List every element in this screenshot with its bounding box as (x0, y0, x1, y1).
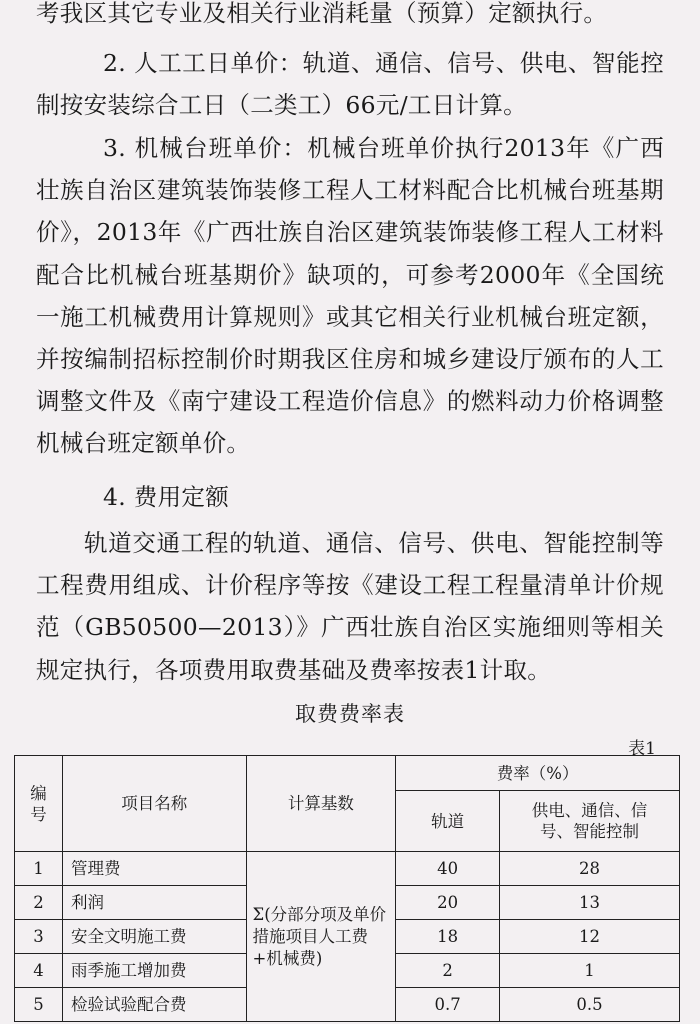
table-title: 取费费率表 (295, 702, 405, 726)
table-number: 表1 (628, 739, 656, 759)
row-power-rate: 0.5 (500, 988, 680, 1022)
row-no: 5 (15, 988, 63, 1022)
header-power-label: 供电、通信、信号、智能控制 (531, 801, 648, 841)
header-no (15, 756, 63, 852)
row-rail-rate: 18 (396, 920, 500, 954)
row-power-rate: 28 (500, 852, 680, 886)
row-rail-rate: 0.7 (396, 988, 500, 1022)
header-no-label: 编号 (30, 783, 47, 824)
paragraph-labor-price: 2. 人工工日单价：轨道、通信、信号、供电、智能控制按安装综合工日（二类工）66元/工日计算。 (36, 49, 664, 120)
row-rail-rate: 2 (396, 954, 500, 988)
fee-rate-table (14, 755, 680, 1022)
header-name: 项目名称 (62, 756, 246, 852)
row-power-rate: 1 (500, 954, 680, 988)
row-name: 检验试验配合费 (62, 988, 246, 1022)
row-name: 利润 (62, 886, 246, 920)
header-power (500, 791, 680, 852)
row-basis: Σ(分部分项及单价措施项目人工费+机械费) (246, 852, 396, 1022)
row-rail-rate: 20 (396, 886, 500, 920)
row-power-rate: 12 (500, 920, 680, 954)
row-rail-rate: 40 (396, 852, 500, 886)
paragraph-machine-price: 3. 机械台班单价：机械台班单价执行2013年《广西壮族自治区建筑装饰装修工程人工材料配合比机械台班基期价》，2013年《广西壮族自治区建筑装饰装修工程人工材料配合比机械台班基期价》缺项的，可参考2000年《全国统一施工机械费用计算规则》或其它相关行业机械台班定额，并按编制招标控制价时期我区住房和城乡建设厅颁布的人工调整文件及《南宁建设工程造价信息》的燃料动力价格调整机械台班定额单价。 (36, 134, 664, 458)
paragraph-consumption-note: 考我区其它专业及相关行业消耗量（预算）定额执行。 (36, 0, 608, 27)
header-rate: 费率（%） (396, 756, 680, 791)
row-no: 3 (15, 920, 63, 954)
row-name: 安全文明施工费 (62, 920, 246, 954)
header-rail: 轨道 (396, 791, 500, 852)
table-row (15, 852, 680, 886)
row-name: 雨季施工增加费 (62, 954, 246, 988)
row-no: 1 (15, 852, 63, 886)
row-no: 4 (15, 954, 63, 988)
row-no: 2 (15, 886, 63, 920)
table-header-row (15, 756, 680, 791)
row-name: 管理费 (62, 852, 246, 886)
header-basis: 计算基数 (246, 756, 396, 852)
row-power-rate: 13 (500, 886, 680, 920)
paragraph-fee-quota: 轨道交通工程的轨道、通信、信号、供电、智能控制等工程费用组成、计价程序等按《建设工程工程量清单计价规范（GB50500—2013）》广西壮族自治区实施细则等相关规定执行，各项费用取费基础及费率按表1计取。 (36, 529, 664, 684)
section-heading-fee-quota: 4. 费用定额 (103, 483, 229, 511)
